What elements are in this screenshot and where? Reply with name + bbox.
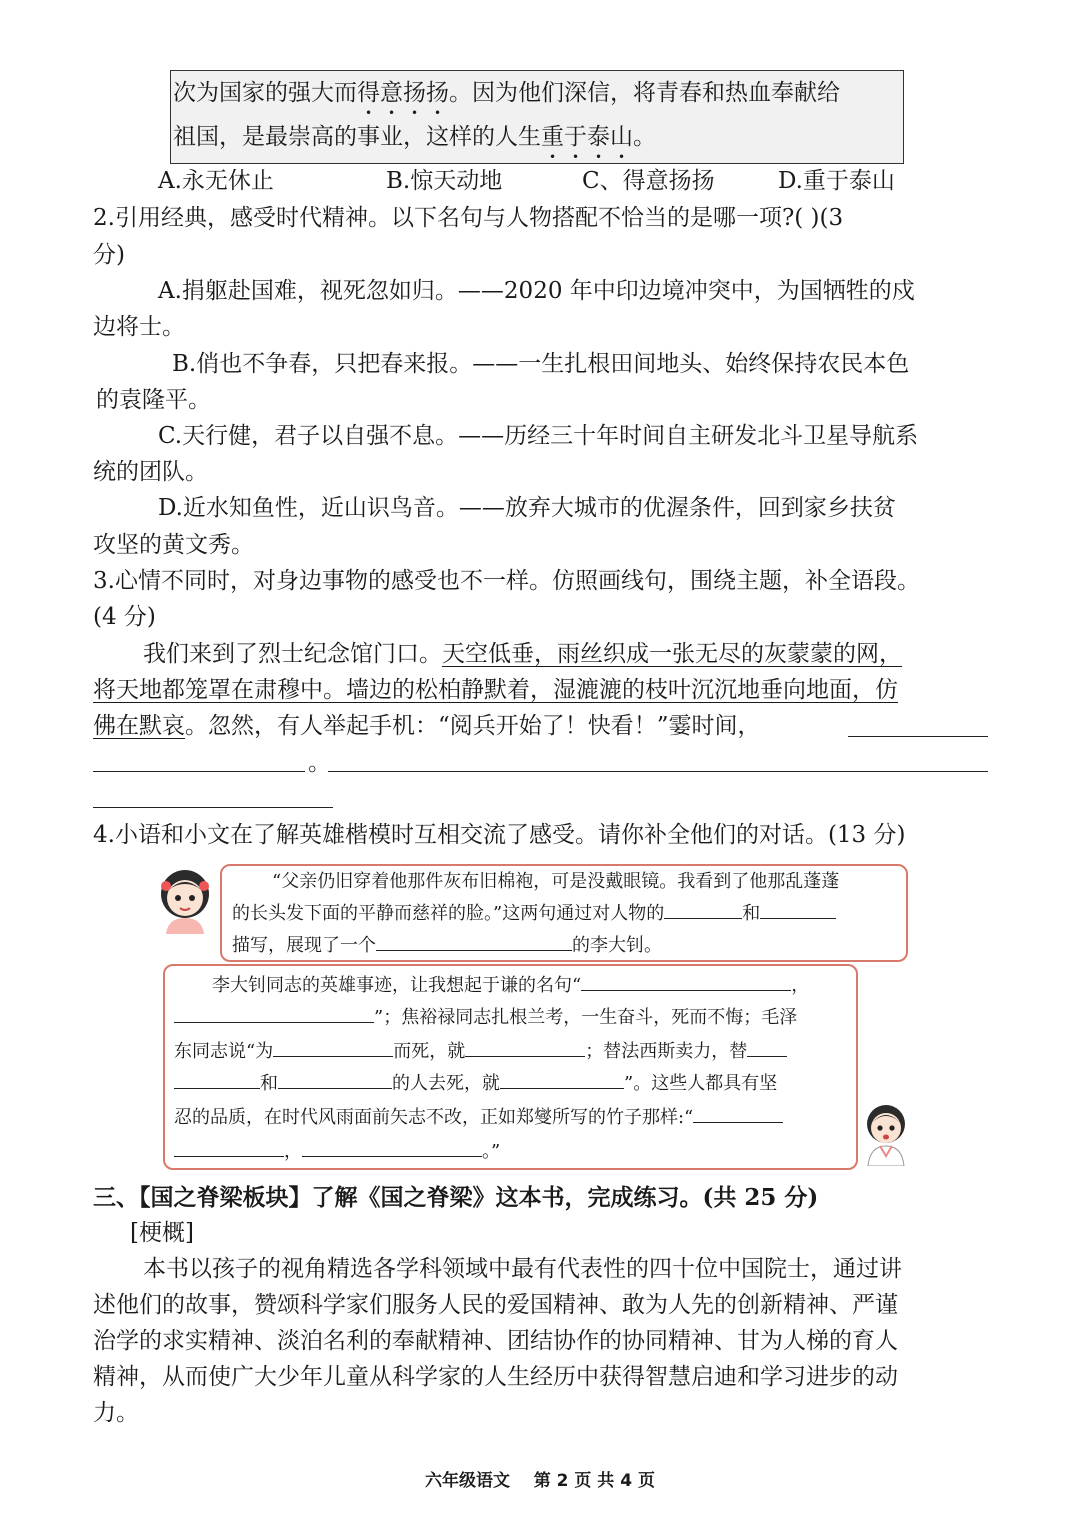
bubble2-text: 和: [260, 1073, 278, 1094]
q3-underlined-sentence: 佛在默哀: [93, 713, 185, 739]
quote-text: 次为国家的强大而: [173, 80, 357, 106]
boy-avatar-icon: [860, 1098, 912, 1166]
q1-option-b: B.惊天动地: [386, 168, 503, 194]
q2-option-b-line-1: B.俏也不争春，只把春来报。——一生扎根田间地头、始终保持农民本色: [172, 351, 910, 377]
q3-text: 。忽然，有人举起手机：“阅兵开始了！快看！”霎时间，: [185, 713, 761, 739]
q3-paragraph-line-2: [93, 675, 898, 705]
girl-avatar-icon: [152, 864, 218, 934]
q3-paragraph-line-3: [93, 711, 761, 741]
q1-option-a: A.永无休止: [158, 168, 274, 194]
bubble1-text: 的长头发下面的平静而慈祥的脸。”这两句通过对人物的: [232, 903, 665, 924]
bubble2-blank-5[interactable]: [747, 1038, 787, 1057]
q3-answer-blank-4[interactable]: [93, 807, 333, 808]
section3-paragraph-line-5: 力。: [93, 1400, 139, 1426]
bubble1-text: 描写，展现了一个: [232, 935, 376, 956]
bubble2-blank-2[interactable]: [174, 1004, 374, 1023]
section3-paragraph-line-1: 本书以孩子的视角精选各学科领域中最有代表性的四十位中国院士，通过讲: [143, 1256, 902, 1282]
bubble2-text: ”；焦裕禄同志扎根兰考，一生奋斗，死而不悔；毛泽: [374, 1007, 798, 1028]
section3-title: 三、【国之脊梁板块】了解《国之脊梁》这本书，完成练习。(共 25 分): [93, 1184, 819, 1211]
quote-line-2: [173, 122, 656, 164]
bubble2-text: 东同志说“为: [174, 1041, 274, 1062]
bubble1-blank-2[interactable]: [760, 900, 836, 919]
bubble2-text: ，: [791, 975, 810, 996]
bubble2-blank-8[interactable]: [500, 1070, 624, 1089]
q2-option-a-line-1: A.捐躯赴国难，视死忽如归。——2020 年中印边境冲突中，为国牺牲的戍: [158, 278, 915, 304]
quote-line-1: [173, 78, 840, 120]
quote-text: 。因为他们深信，将青春和热血奉献给: [449, 80, 840, 106]
q3-text: 我们来到了烈士纪念馆门口。: [143, 641, 442, 667]
bubble1-text: 和: [742, 903, 761, 924]
bubble1-blank-1[interactable]: [664, 900, 742, 919]
bubble2-text: ；替法西斯卖力，替: [585, 1041, 748, 1062]
q2-option-c-line-2: 统的团队。: [93, 459, 208, 485]
bubble2-line-3: [174, 1038, 787, 1064]
q1-option-c: C、得意扬扬: [582, 168, 715, 194]
q3-underlined-sentence: 天空低垂，雨丝织成一张无尽的灰蒙蒙的网，: [442, 641, 902, 667]
quote-dotted-word: 得意扬扬: [357, 80, 449, 106]
bubble2-text: 李大钊同志的英雄事迹，让我想起于谦的名句“: [212, 975, 582, 996]
bubble1-line-1: “父亲仍旧穿着他那件灰布旧棉袍，可是没戴眼镜。我看到了他那乱蓬蓬: [272, 871, 840, 892]
q1-option-d: D.重于泰山: [778, 168, 895, 194]
bubble2-blank-11[interactable]: [302, 1138, 482, 1157]
q3-paragraph-line-1: [143, 639, 902, 669]
bubble1-line-3: [232, 932, 662, 958]
q3-answer-blank-1[interactable]: [848, 736, 988, 737]
q2-option-b-line-2: 的袁隆平。: [96, 387, 211, 413]
bubble2-line-5: [174, 1104, 783, 1130]
bubble2-line-4: [174, 1070, 777, 1096]
bubble2-line-1: [212, 972, 809, 998]
q2-stem-line-2: 分): [93, 242, 125, 268]
section3-paragraph-line-4: 精神，从而使广大少年儿童从科学家的人生经历中获得智慧启迪和学习进步的动: [93, 1364, 898, 1390]
q2-stem-line-1: 2.引用经典，感受时代精神。以下名句与人物搭配不恰当的是哪一项?( )(3: [93, 205, 844, 231]
bubble2-text: ”。这些人都具有坚: [624, 1073, 778, 1094]
q3-answer-blank-3[interactable]: [328, 771, 988, 772]
quote-dotted-word: 重于泰山: [541, 124, 633, 150]
q4-stem: 4.小语和小文在了解英雄楷模时互相交流了感受。请你补全他们的对话。(13 分): [93, 822, 906, 848]
page-footer: 六年级语文 第 2 页 共 4 页: [425, 1471, 655, 1491]
bubble1-line-2: [232, 900, 836, 926]
q3-period: 。: [308, 750, 331, 776]
bubble2-blank-9[interactable]: [693, 1104, 783, 1123]
q2-option-c-line-1: C.天行健，君子以自强不息。——历经三十年时间自主研发北斗卫星导航系: [158, 423, 919, 449]
bubble2-blank-1[interactable]: [581, 972, 791, 991]
bubble2-text: 。”: [482, 1141, 501, 1162]
section3-paragraph-line-3: 治学的求实精神、淡泊名利的奉献精神、团结协作的协同精神、甘为人梯的育人: [93, 1328, 898, 1354]
bubble1-blank-3[interactable]: [376, 932, 572, 951]
q2-option-d-line-1: D.近水知鱼性，近山识鸟音。——放弃大城市的优渥条件，回到家乡扶贫: [158, 495, 896, 521]
bubble2-text: ，: [284, 1141, 302, 1162]
bubble2-blank-6[interactable]: [174, 1070, 260, 1089]
q2-option-d-line-2: 攻坚的黄文秀。: [93, 532, 254, 558]
bubble2-text: 的人去死，就: [392, 1073, 500, 1094]
bubble2-blank-3[interactable]: [273, 1038, 393, 1057]
bubble2-blank-4[interactable]: [465, 1038, 585, 1057]
bubble2-blank-7[interactable]: [278, 1070, 392, 1089]
q3-stem-line-1: 3.心情不同时，对身边事物的感受也不一样。仿照画线句，围绕主题，补全语段。: [93, 568, 920, 594]
bubble1-text: 的李大钊。: [572, 935, 662, 956]
quote-text: 祖国，是最崇高的事业，这样的人生: [173, 124, 541, 150]
bubble2-line-2: [174, 1004, 797, 1030]
bubble2-blank-10[interactable]: [174, 1138, 284, 1157]
q2-option-a-line-2: 边将士。: [93, 314, 185, 340]
quote-text: 。: [633, 124, 656, 150]
bubble2-text: 忍的品质，在时代风雨面前矢志不改，正如郑燮所写的竹子那样:“: [174, 1107, 694, 1128]
q3-stem-line-2: (4 分): [93, 604, 156, 630]
q3-answer-blank-2[interactable]: [93, 771, 305, 772]
section3-subtitle: [梗概]: [130, 1220, 194, 1246]
section3-paragraph-line-2: 述他们的故事，赞颂科学家们服务人民的爱国精神、敢为人先的创新精神、严谨: [93, 1292, 898, 1318]
bubble2-line-6: [174, 1138, 500, 1164]
q3-underlined-sentence: 将天地都笼罩在肃穆中。墙边的松柏静默着，湿漉漉的枝叶沉沉地垂向地面，仿: [93, 677, 898, 703]
bubble2-text: 而死，就: [393, 1041, 466, 1062]
